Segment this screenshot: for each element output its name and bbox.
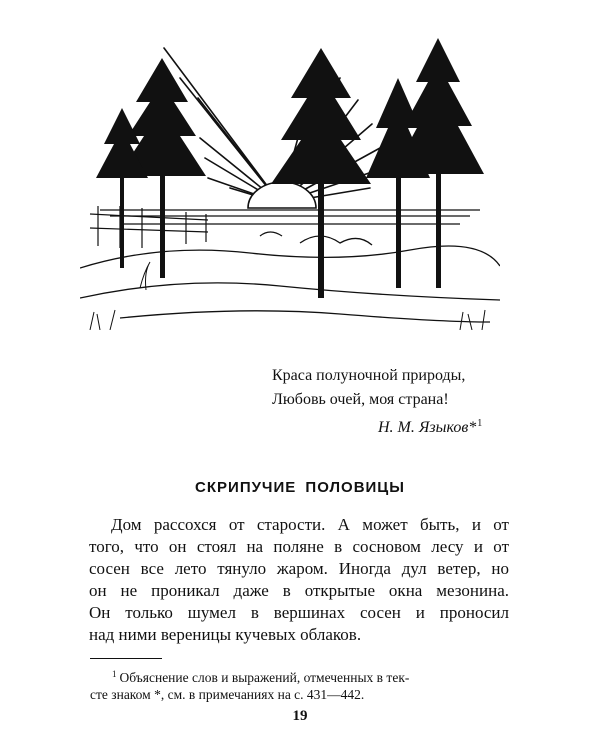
footnote (90, 666, 510, 703)
landscape-illustration (80, 38, 500, 330)
epigraph-line: Краса полуночной природы, (272, 367, 466, 384)
paragraph-line: Дом рассохся от старости. А может быть, и от (111, 515, 509, 534)
page-number: 19 (292, 708, 308, 724)
paragraph-line: над ними вереницы кучевых облаков. (89, 625, 362, 644)
footnote-divider (90, 658, 162, 659)
epigraph-author-name: Н. М. Языков* (378, 419, 477, 436)
paragraph-line: сосен все лето тянуло жаром. Иногда дул ветер, но (89, 559, 509, 578)
footnote-mark: 1 (112, 669, 117, 679)
footnote-reference: 1 (477, 418, 483, 429)
chapter-title: СКРИПУЧИЕ ПОЛОВИЦЫ (195, 479, 405, 496)
epigraph (272, 364, 512, 412)
epigraph-author (378, 418, 482, 437)
pine-tree-center (271, 48, 371, 298)
paragraph-line: Он только шумел в вершинах сосен и проносил (89, 603, 509, 622)
footnote-line: сте знаком *, см. в примечаниях на с. 431—442. (90, 687, 365, 702)
fence (90, 206, 208, 248)
paragraph-line: того, что он стоял на поляне в сосновом лесу и от (89, 537, 509, 556)
chapter-paragraph (89, 514, 509, 646)
footnote-line (90, 666, 510, 686)
footnote-text: Объяснение слов и выражений, отмеченных в тек- (119, 670, 410, 685)
epigraph-line: Любовь очей, моя страна! (272, 391, 449, 408)
paragraph-line: он не проникал даже в открытые окна мезонина. (89, 581, 509, 600)
